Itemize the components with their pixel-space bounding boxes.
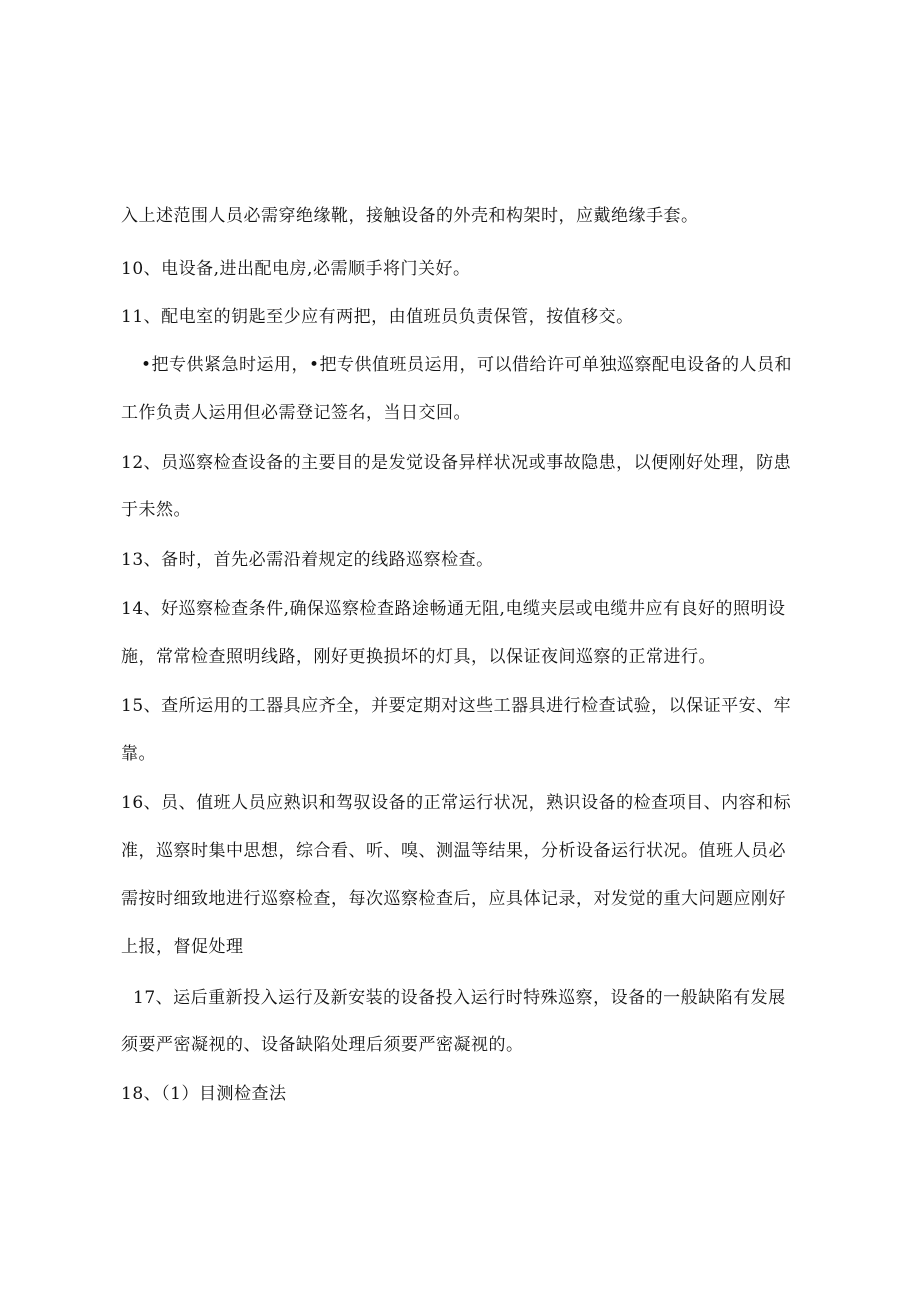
text-line: 施，常常检查照明线路，刚好更换损坏的灯具，以保证夜间巡察的正常进行。 [121,647,716,667]
text-line: 16、员、值班人员应熟识和驾驭设备的正常运行状况，熟识设备的检查项目、内容和标 [121,793,792,813]
text-line: 准，巡察时集中思想，综合看、听、嗅、测温等结果，分析设备运行状况。值班人员必 [121,841,786,861]
text-line: 15、查所运用的工器具应齐全，并要定期对这些工器具进行检查试验，以保证平安、牢 [121,696,792,716]
text-line: 工作负责人运用但必需登记签名，当日交回。 [121,403,471,423]
text-line: 17、运后重新投入运行及新安装的设备投入运行时特殊巡察，设备的一般缺陷有发展 [133,988,786,1008]
text-line: 上报，督促处理 [121,937,244,957]
text-line: 12、员巡察检查设备的主要目的是发觉设备异样状况或事故隐患，以便刚好处理，防患 [121,453,792,473]
text-line: 10、电设备,进出配电房,必需顺手将门关好。 [121,259,471,279]
text-line: 需按时细致地进行巡察检查，每次巡察检查后，应具体记录，对发觉的重大问题应刚好 [121,889,786,909]
text-line: 须要严密凝视的、设备缺陷处理后须要严密凝视的。 [121,1035,524,1055]
text-line: 于未然。 [121,500,191,520]
text-line: •把专供紧急时运用，•把专供值班员运用，可以借给许可单独巡察配电设备的人员和 [141,355,793,375]
text-line: 11、配电室的钥匙至少应有两把，由值班员负责保管，按值移交。 [121,307,634,327]
text-line: 14、好巡察检查条件,确保巡察检查路途畅通无阻,电缆夹层或电缆井应有良好的照明设 [121,599,786,619]
text-line: 入上述范围人员必需穿绝缘靴，接触设备的外壳和构架时，应戴绝缘手套。 [121,206,699,226]
text-line: 13、备时，首先必需沿着规定的线路巡察检查。 [121,550,494,570]
text-line: 靠。 [121,744,156,764]
text-line: 18、（1）目测检查法 [121,1084,287,1104]
